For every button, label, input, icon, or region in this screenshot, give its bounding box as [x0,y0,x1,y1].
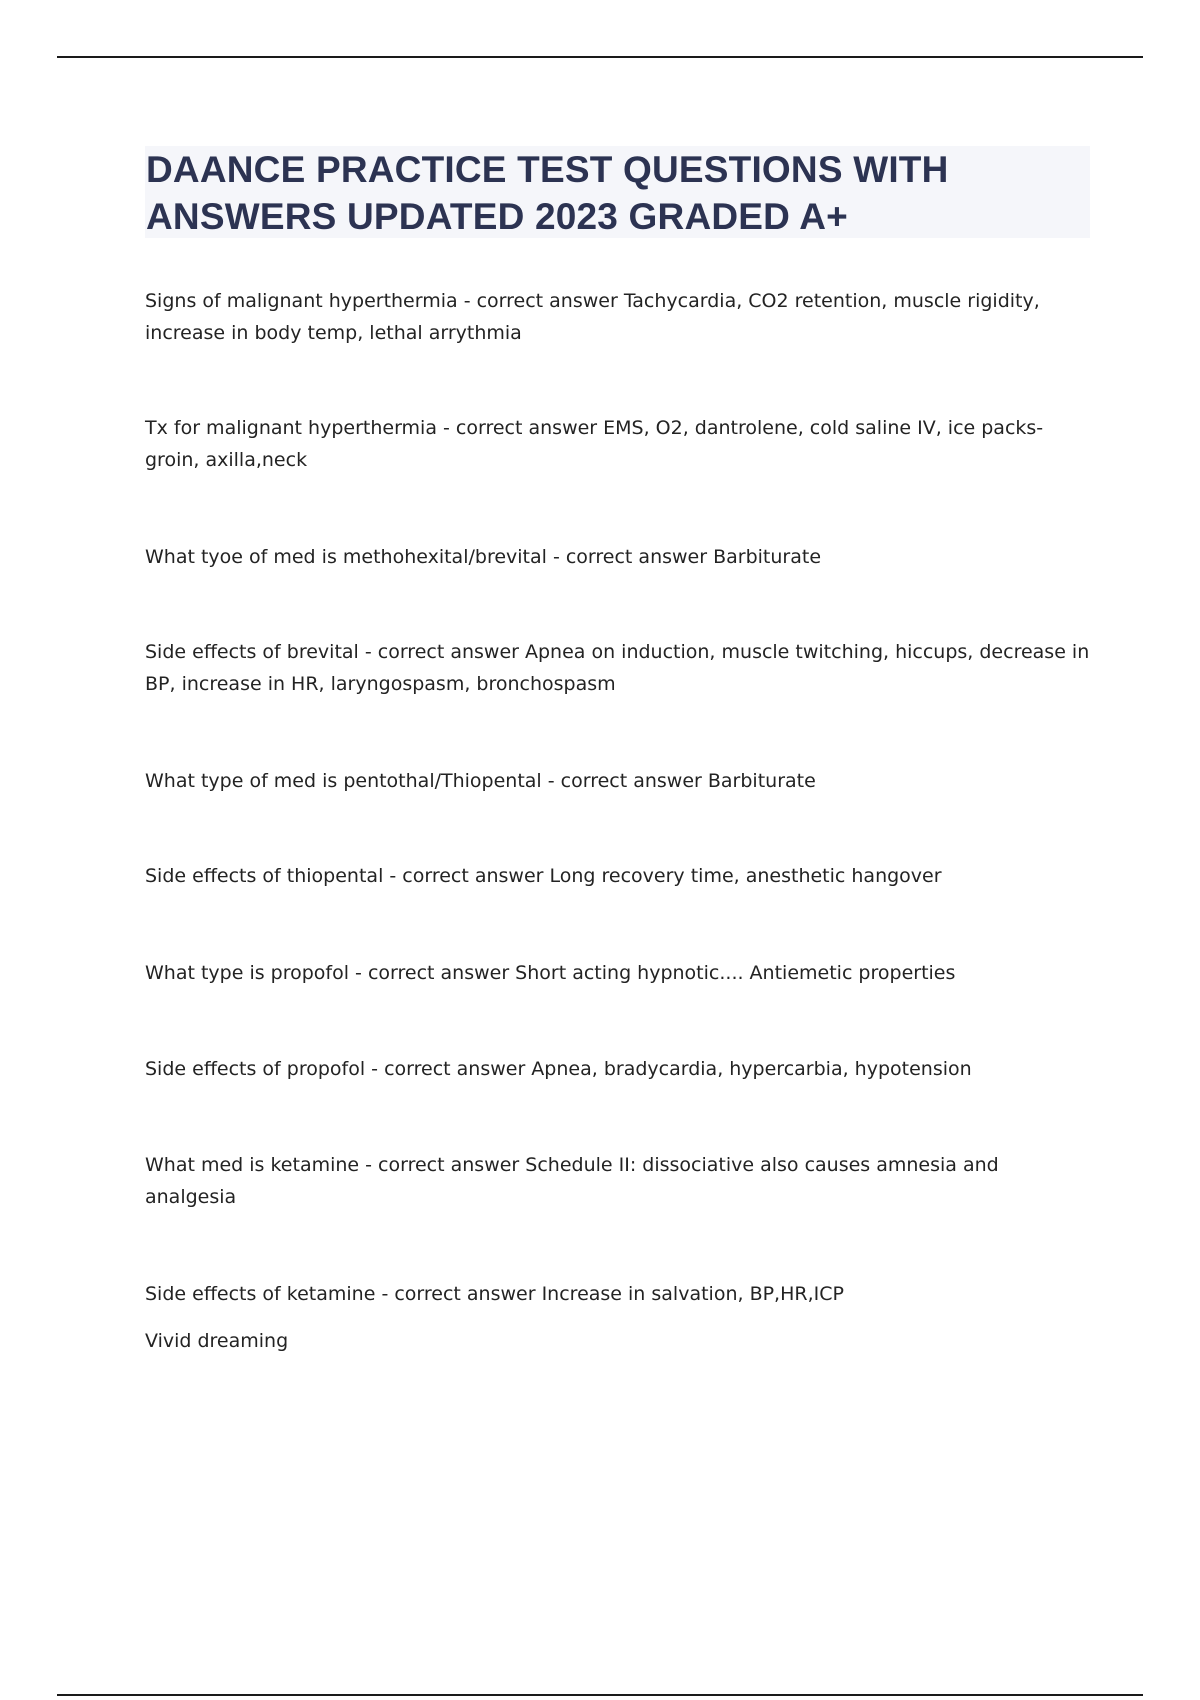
qa-item-8: Side effects of propofol - correct answer Apnea, bradycardia, hypercarbia, hypotension [145,1058,972,1080]
qa-item-10: Side effects of ketamine - correct answer Increase in salvation, BP,HR,ICP [145,1283,844,1305]
qa-item-10-continuation: Vivid dreaming [145,1330,289,1352]
qa-item-6: Side effects of thiopental - correct answer Long recovery time, anesthetic hangover [145,865,942,887]
qa-item-9: What med is ketamine - correct answer Schedule II: dissociative also causes amnesia and analgesia [145,1154,999,1208]
top-rule [57,56,1143,58]
document-title: DAANCE PRACTICE TEST QUESTIONS WITH ANSWERS UPDATED 2023 GRADED A+ [146,149,949,237]
qa-item-2: Tx for malignant hyperthermia - correct answer EMS, O2, dantrolene, cold saline IV, ice packs-groin, axilla,neck [145,417,1044,471]
qa-item-3: What tyoe of med is methohexital/brevital - correct answer Barbiturate [145,546,822,568]
qa-item-7: What type is propofol - correct answer Short acting hypnotic.... Antiemetic properties [145,962,956,984]
bottom-rule [57,1694,1143,1696]
qa-item-4: Side effects of brevital - correct answer Apnea on induction, muscle twitching, hiccups, decrease in BP, increase in HR, laryngospasm, bronchospasm [145,641,1090,695]
qa-item-1: Signs of malignant hyperthermia - correct answer Tachycardia, CO2 retention, muscle rigidity, increase in body temp, lethal arrythmia [145,290,1040,344]
title-banner [145,146,1090,238]
qa-item-5: What type of med is pentothal/Thiopental - correct answer Barbiturate [145,770,816,792]
